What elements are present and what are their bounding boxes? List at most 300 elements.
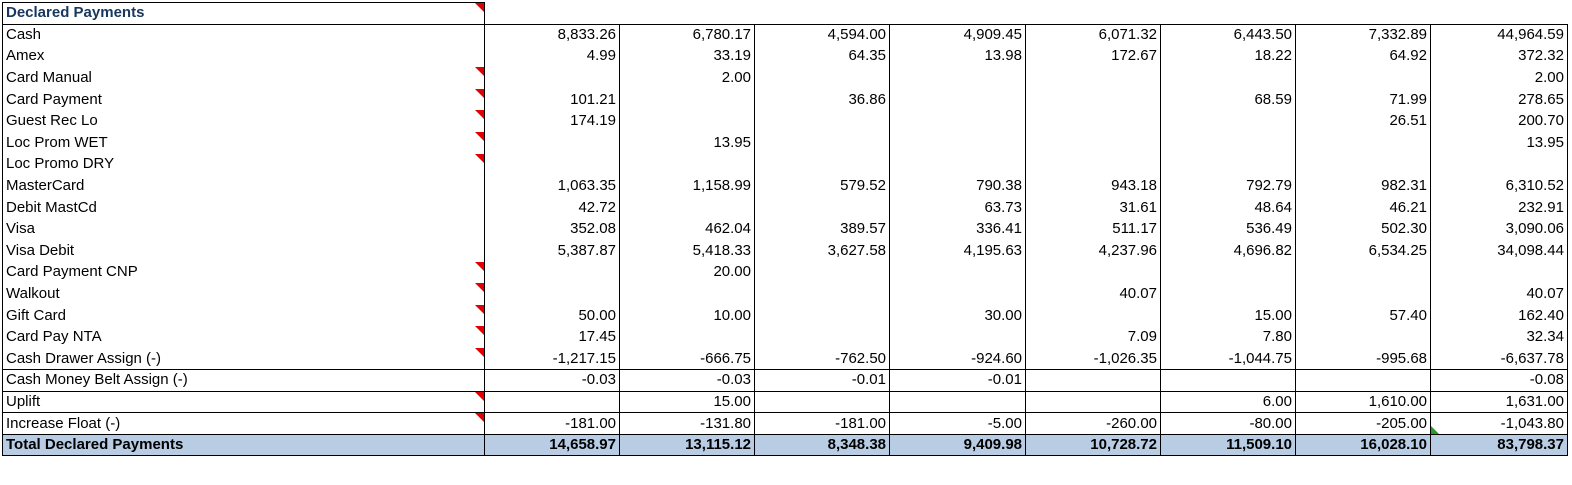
row-label-cell[interactable] xyxy=(3,67,485,89)
row-label-cell[interactable] xyxy=(3,24,485,46)
value-cell[interactable] xyxy=(890,175,1026,197)
value-cell[interactable] xyxy=(755,197,890,219)
declared-payments-table xyxy=(2,2,1568,456)
value-cell[interactable] xyxy=(485,218,620,240)
row-label-cell[interactable] xyxy=(3,305,485,327)
total-value: 16,028.10 xyxy=(1360,436,1427,454)
empty-cell[interactable] xyxy=(1026,3,1161,25)
empty-cell[interactable] xyxy=(1296,3,1431,25)
value-cell[interactable] xyxy=(1026,218,1161,240)
row-label-cell[interactable] xyxy=(3,240,485,262)
cell-value: 44,964.59 xyxy=(1497,26,1564,44)
value-cell[interactable] xyxy=(1161,305,1296,327)
value-cell[interactable] xyxy=(1161,413,1296,435)
value-cell[interactable] xyxy=(620,370,755,392)
cell-value: 389.57 xyxy=(840,220,886,238)
value-cell[interactable] xyxy=(890,67,1026,89)
cell-value: -80.00 xyxy=(1249,414,1292,432)
table-row xyxy=(3,326,1568,348)
value-cell[interactable] xyxy=(890,348,1026,370)
value-cell[interactable] xyxy=(890,283,1026,305)
total-value-cell[interactable] xyxy=(485,434,620,456)
cell-value: 1,063.35 xyxy=(557,177,616,195)
value-cell[interactable] xyxy=(1296,413,1431,435)
row-label: Cash Drawer Assign (-) xyxy=(6,349,162,367)
comment-indicator-icon[interactable] xyxy=(475,154,484,163)
table-row xyxy=(3,197,1568,219)
value-cell[interactable] xyxy=(1161,348,1296,370)
empty-cell[interactable] xyxy=(755,3,890,25)
value-cell[interactable] xyxy=(1161,89,1296,111)
row-label-cell[interactable] xyxy=(3,197,485,219)
value-cell[interactable] xyxy=(485,283,620,305)
row-label-cell[interactable] xyxy=(3,348,485,370)
total-value-cell[interactable] xyxy=(1161,434,1296,456)
value-cell[interactable] xyxy=(1026,154,1161,176)
cell-value: 372.32 xyxy=(1518,47,1564,65)
row-label: Cash Money Belt Assign (-) xyxy=(6,371,188,389)
value-cell[interactable] xyxy=(890,132,1026,154)
row-label: Increase Float (-) xyxy=(6,414,121,432)
cell-value: 31.61 xyxy=(1119,198,1157,216)
row-label: Visa Debit xyxy=(6,241,75,259)
value-cell[interactable] xyxy=(755,240,890,262)
value-cell[interactable] xyxy=(755,46,890,68)
value-cell[interactable] xyxy=(755,262,890,284)
error-indicator-icon[interactable] xyxy=(1431,426,1439,434)
comment-indicator-icon[interactable] xyxy=(475,89,484,98)
value-cell[interactable] xyxy=(1026,197,1161,219)
value-cell[interactable] xyxy=(1296,67,1431,89)
cell-value: 4.99 xyxy=(586,47,616,65)
cell-value: 6,310.52 xyxy=(1505,177,1564,195)
cell-value: -1,043.80 xyxy=(1500,414,1564,432)
comment-indicator-icon[interactable] xyxy=(475,132,484,141)
cell-value: 40.07 xyxy=(1526,285,1564,303)
total-value-cell[interactable] xyxy=(1296,434,1431,456)
value-cell[interactable] xyxy=(1161,218,1296,240)
value-cell[interactable] xyxy=(1431,218,1568,240)
total-value-cell[interactable] xyxy=(755,434,890,456)
value-cell[interactable] xyxy=(1431,197,1568,219)
value-cell[interactable] xyxy=(1161,370,1296,392)
cell-value: -5.00 xyxy=(987,414,1022,432)
value-cell[interactable] xyxy=(755,391,890,413)
value-cell[interactable] xyxy=(620,326,755,348)
value-cell[interactable] xyxy=(485,262,620,284)
value-cell[interactable] xyxy=(1161,46,1296,68)
value-cell[interactable] xyxy=(1161,391,1296,413)
cell-value: 5,387.87 xyxy=(557,241,616,259)
value-cell[interactable] xyxy=(1431,283,1568,305)
comment-indicator-icon[interactable] xyxy=(475,110,484,119)
value-cell[interactable] xyxy=(755,370,890,392)
value-cell[interactable] xyxy=(485,413,620,435)
cell-value: 200.70 xyxy=(1518,112,1564,130)
value-cell[interactable] xyxy=(1026,391,1161,413)
value-cell[interactable] xyxy=(890,89,1026,111)
value-cell[interactable] xyxy=(755,24,890,46)
cell-value: 5,418.33 xyxy=(692,241,751,259)
cell-value: 13.95 xyxy=(1526,133,1564,151)
value-cell[interactable] xyxy=(755,154,890,176)
value-cell[interactable] xyxy=(620,305,755,327)
value-cell[interactable] xyxy=(1026,262,1161,284)
value-cell[interactable] xyxy=(485,46,620,68)
value-cell[interactable] xyxy=(1431,391,1568,413)
table-row xyxy=(3,348,1568,370)
value-cell[interactable] xyxy=(1296,24,1431,46)
header-row xyxy=(3,3,1568,25)
cell-value: 6,443.50 xyxy=(1233,26,1292,44)
value-cell[interactable] xyxy=(1026,110,1161,132)
row-label-cell[interactable] xyxy=(3,46,485,68)
value-cell[interactable] xyxy=(1161,326,1296,348)
value-cell[interactable] xyxy=(1161,240,1296,262)
table-row xyxy=(3,132,1568,154)
value-cell[interactable] xyxy=(1161,110,1296,132)
cell-value: 982.31 xyxy=(1381,177,1427,195)
value-cell[interactable] xyxy=(485,24,620,46)
value-cell[interactable] xyxy=(620,218,755,240)
value-cell[interactable] xyxy=(1026,175,1161,197)
cell-value: 10.00 xyxy=(713,306,751,324)
value-cell[interactable] xyxy=(755,67,890,89)
value-cell[interactable] xyxy=(620,132,755,154)
cell-value: 15.00 xyxy=(1254,306,1292,324)
value-cell[interactable] xyxy=(755,283,890,305)
value-cell[interactable] xyxy=(485,240,620,262)
cell-value: 162.40 xyxy=(1518,306,1564,324)
value-cell[interactable] xyxy=(485,89,620,111)
value-cell[interactable] xyxy=(485,326,620,348)
value-cell[interactable] xyxy=(1026,24,1161,46)
value-cell[interactable] xyxy=(1431,67,1568,89)
value-cell[interactable] xyxy=(485,197,620,219)
value-cell[interactable] xyxy=(1026,46,1161,68)
cell-value: 2.00 xyxy=(1534,69,1564,87)
cell-value: 17.45 xyxy=(578,328,616,346)
value-cell[interactable] xyxy=(485,175,620,197)
value-cell[interactable] xyxy=(485,305,620,327)
value-cell[interactable] xyxy=(755,175,890,197)
value-cell[interactable] xyxy=(1431,413,1568,435)
value-cell[interactable] xyxy=(1296,175,1431,197)
comment-indicator-icon[interactable] xyxy=(475,392,484,401)
section-header-cell[interactable] xyxy=(3,3,485,25)
row-label: Amex xyxy=(6,47,45,65)
total-value: 83,798.37 xyxy=(1497,436,1564,454)
value-cell[interactable] xyxy=(1431,46,1568,68)
cell-value: 30.00 xyxy=(984,306,1022,324)
row-label-cell[interactable] xyxy=(3,154,485,176)
cell-value: 792.79 xyxy=(1246,177,1292,195)
row-label: Loc Promo DRY xyxy=(6,155,115,173)
row-label: Debit MastCd xyxy=(6,198,97,216)
value-cell[interactable] xyxy=(1296,348,1431,370)
value-cell[interactable] xyxy=(620,89,755,111)
comment-indicator-icon[interactable] xyxy=(475,262,484,271)
value-cell[interactable] xyxy=(1026,370,1161,392)
value-cell[interactable] xyxy=(1161,24,1296,46)
cell-value: 7,332.89 xyxy=(1368,26,1427,44)
value-cell[interactable] xyxy=(890,24,1026,46)
cell-value: -1,217.15 xyxy=(552,349,616,367)
cell-value: 33.19 xyxy=(713,47,751,65)
cell-value: 1,158.99 xyxy=(692,177,751,195)
value-cell[interactable] xyxy=(1026,89,1161,111)
value-cell[interactable] xyxy=(1296,326,1431,348)
table-row xyxy=(3,240,1568,262)
value-cell[interactable] xyxy=(1431,326,1568,348)
value-cell[interactable] xyxy=(1296,370,1431,392)
comment-indicator-icon[interactable] xyxy=(475,67,484,76)
value-cell[interactable] xyxy=(890,305,1026,327)
empty-cell[interactable] xyxy=(890,3,1026,25)
total-label-cell[interactable] xyxy=(3,434,485,456)
cell-value: 536.49 xyxy=(1246,220,1292,238)
value-cell[interactable] xyxy=(1431,175,1568,197)
value-cell[interactable] xyxy=(1161,197,1296,219)
table-row xyxy=(3,218,1568,240)
cell-value: 15.00 xyxy=(713,392,751,410)
empty-cell[interactable] xyxy=(485,3,620,25)
total-value: 9,409.98 xyxy=(963,436,1022,454)
cell-value: -205.00 xyxy=(1376,414,1427,432)
cell-value: 4,909.45 xyxy=(963,26,1022,44)
value-cell[interactable] xyxy=(1431,132,1568,154)
value-cell[interactable] xyxy=(1296,262,1431,284)
value-cell[interactable] xyxy=(1026,132,1161,154)
cell-value: 4,696.82 xyxy=(1233,241,1292,259)
value-cell[interactable] xyxy=(890,197,1026,219)
row-label-cell[interactable] xyxy=(3,262,485,284)
value-cell[interactable] xyxy=(755,218,890,240)
value-cell[interactable] xyxy=(1026,283,1161,305)
cell-value: 1,631.00 xyxy=(1505,392,1564,410)
value-cell[interactable] xyxy=(620,46,755,68)
cell-value: -995.68 xyxy=(1376,349,1427,367)
value-cell[interactable] xyxy=(1296,197,1431,219)
cell-value: -1,044.75 xyxy=(1228,349,1292,367)
value-cell[interactable] xyxy=(1296,89,1431,111)
value-cell[interactable] xyxy=(620,348,755,370)
total-value-cell[interactable] xyxy=(1026,434,1161,456)
table-row xyxy=(3,110,1568,132)
cell-value: 232.91 xyxy=(1518,198,1564,216)
value-cell[interactable] xyxy=(1026,348,1161,370)
value-cell[interactable] xyxy=(620,110,755,132)
row-label-cell[interactable] xyxy=(3,370,485,392)
table-row xyxy=(3,283,1568,305)
row-label: Card Pay NTA xyxy=(6,328,102,346)
cell-value: 6.00 xyxy=(1262,392,1292,410)
row-label-cell[interactable] xyxy=(3,110,485,132)
value-cell[interactable] xyxy=(485,370,620,392)
value-cell[interactable] xyxy=(755,413,890,435)
value-cell[interactable] xyxy=(620,240,755,262)
cell-value: 172.67 xyxy=(1111,47,1157,65)
value-cell[interactable] xyxy=(1161,154,1296,176)
table-row xyxy=(3,67,1568,89)
value-cell[interactable] xyxy=(1431,262,1568,284)
value-cell[interactable] xyxy=(620,175,755,197)
cell-value: 20.00 xyxy=(713,263,751,281)
row-label-cell[interactable] xyxy=(3,218,485,240)
value-cell[interactable] xyxy=(620,283,755,305)
value-cell[interactable] xyxy=(1161,132,1296,154)
value-cell[interactable] xyxy=(890,46,1026,68)
comment-indicator-icon[interactable] xyxy=(475,326,484,335)
cell-value: 943.18 xyxy=(1111,177,1157,195)
value-cell[interactable] xyxy=(485,132,620,154)
comment-indicator-icon[interactable] xyxy=(475,305,484,314)
comment-indicator-icon[interactable] xyxy=(475,413,484,422)
row-label: Card Payment CNP xyxy=(6,263,138,281)
value-cell[interactable] xyxy=(1431,370,1568,392)
value-cell[interactable] xyxy=(890,110,1026,132)
cell-value: 352.08 xyxy=(570,220,616,238)
value-cell[interactable] xyxy=(1026,326,1161,348)
cell-value: -0.08 xyxy=(1529,371,1564,389)
value-cell[interactable] xyxy=(890,326,1026,348)
value-cell[interactable] xyxy=(620,67,755,89)
cell-value: 502.30 xyxy=(1381,220,1427,238)
row-label: Card Payment xyxy=(6,90,102,108)
value-cell[interactable] xyxy=(1296,154,1431,176)
value-cell[interactable] xyxy=(1296,218,1431,240)
value-cell[interactable] xyxy=(755,305,890,327)
cell-value: -666.75 xyxy=(700,349,751,367)
value-cell[interactable] xyxy=(890,370,1026,392)
row-label-cell[interactable] xyxy=(3,283,485,305)
empty-cell[interactable] xyxy=(1431,3,1568,25)
empty-cell[interactable] xyxy=(1161,3,1296,25)
cell-value: 13.98 xyxy=(984,47,1022,65)
row-label-cell[interactable] xyxy=(3,89,485,111)
value-cell[interactable] xyxy=(890,413,1026,435)
value-cell[interactable] xyxy=(890,154,1026,176)
value-cell[interactable] xyxy=(1431,154,1568,176)
value-cell[interactable] xyxy=(620,391,755,413)
cell-value: 36.86 xyxy=(848,90,886,108)
cell-value: 6,071.32 xyxy=(1098,26,1157,44)
value-cell[interactable] xyxy=(755,89,890,111)
cell-value: 7.09 xyxy=(1127,328,1157,346)
cell-value: 511.17 xyxy=(1112,220,1157,238)
value-cell[interactable] xyxy=(755,132,890,154)
value-cell[interactable] xyxy=(890,262,1026,284)
value-cell[interactable] xyxy=(755,348,890,370)
value-cell[interactable] xyxy=(620,24,755,46)
value-cell[interactable] xyxy=(1026,240,1161,262)
cell-value: -131.80 xyxy=(700,414,751,432)
total-value: 13,115.12 xyxy=(685,436,751,454)
value-cell[interactable] xyxy=(620,413,755,435)
value-cell[interactable] xyxy=(1296,283,1431,305)
table-row xyxy=(3,154,1568,176)
value-cell[interactable] xyxy=(755,326,890,348)
cell-value: -0.03 xyxy=(716,371,751,389)
value-cell[interactable] xyxy=(485,391,620,413)
comment-indicator-icon[interactable] xyxy=(475,348,484,357)
value-cell[interactable] xyxy=(1026,413,1161,435)
row-label-cell[interactable] xyxy=(3,175,485,197)
total-label: Total Declared Payments xyxy=(6,436,184,454)
value-cell[interactable] xyxy=(1161,262,1296,284)
value-cell[interactable] xyxy=(1296,132,1431,154)
value-cell[interactable] xyxy=(755,110,890,132)
value-cell[interactable] xyxy=(1026,67,1161,89)
total-value-cell[interactable] xyxy=(620,434,755,456)
value-cell[interactable] xyxy=(1431,110,1568,132)
cell-value: 13.95 xyxy=(713,133,751,151)
cell-value: 4,594.00 xyxy=(827,26,886,44)
value-cell[interactable] xyxy=(1026,305,1161,327)
total-value-cell[interactable] xyxy=(890,434,1026,456)
value-cell[interactable] xyxy=(1431,240,1568,262)
value-cell[interactable] xyxy=(1161,175,1296,197)
value-cell[interactable] xyxy=(485,110,620,132)
total-value-cell[interactable] xyxy=(1431,434,1568,456)
value-cell[interactable] xyxy=(1296,240,1431,262)
value-cell[interactable] xyxy=(1296,391,1431,413)
value-cell[interactable] xyxy=(1296,305,1431,327)
cell-value: 7.80 xyxy=(1262,328,1292,346)
comment-indicator-icon[interactable] xyxy=(475,3,484,12)
row-label: Gift Card xyxy=(6,306,67,324)
value-cell[interactable] xyxy=(1296,110,1431,132)
table-row xyxy=(3,391,1568,413)
value-cell[interactable] xyxy=(1431,348,1568,370)
value-cell[interactable] xyxy=(890,240,1026,262)
row-label-cell[interactable] xyxy=(3,413,485,435)
value-cell[interactable] xyxy=(620,197,755,219)
value-cell[interactable] xyxy=(620,154,755,176)
row-label-cell[interactable] xyxy=(3,391,485,413)
cell-value: -181.00 xyxy=(835,414,886,432)
cell-value: -762.50 xyxy=(835,349,886,367)
table-row xyxy=(3,262,1568,284)
value-cell[interactable] xyxy=(485,348,620,370)
value-cell[interactable] xyxy=(485,154,620,176)
value-cell[interactable] xyxy=(1161,283,1296,305)
cell-value: 3,090.06 xyxy=(1505,220,1564,238)
value-cell[interactable] xyxy=(1296,46,1431,68)
value-cell[interactable] xyxy=(485,67,620,89)
table-row xyxy=(3,413,1568,435)
cell-value: 790.38 xyxy=(976,177,1022,195)
row-label-cell[interactable] xyxy=(3,326,485,348)
value-cell[interactable] xyxy=(1431,24,1568,46)
total-value: 8,348.38 xyxy=(827,436,886,454)
value-cell[interactable] xyxy=(890,391,1026,413)
comment-indicator-icon[interactable] xyxy=(475,283,484,292)
value-cell[interactable] xyxy=(1161,67,1296,89)
cell-value: 174.19 xyxy=(570,112,616,130)
row-label: Card Manual xyxy=(6,69,92,87)
value-cell[interactable] xyxy=(1431,89,1568,111)
value-cell[interactable] xyxy=(890,218,1026,240)
value-cell[interactable] xyxy=(1431,305,1568,327)
row-label-cell[interactable] xyxy=(3,132,485,154)
cell-value: 1,610.00 xyxy=(1368,392,1427,410)
table-row xyxy=(3,89,1568,111)
cell-value: -260.00 xyxy=(1106,414,1157,432)
value-cell[interactable] xyxy=(620,262,755,284)
cell-value: 64.92 xyxy=(1389,47,1427,65)
empty-cell[interactable] xyxy=(620,3,755,25)
